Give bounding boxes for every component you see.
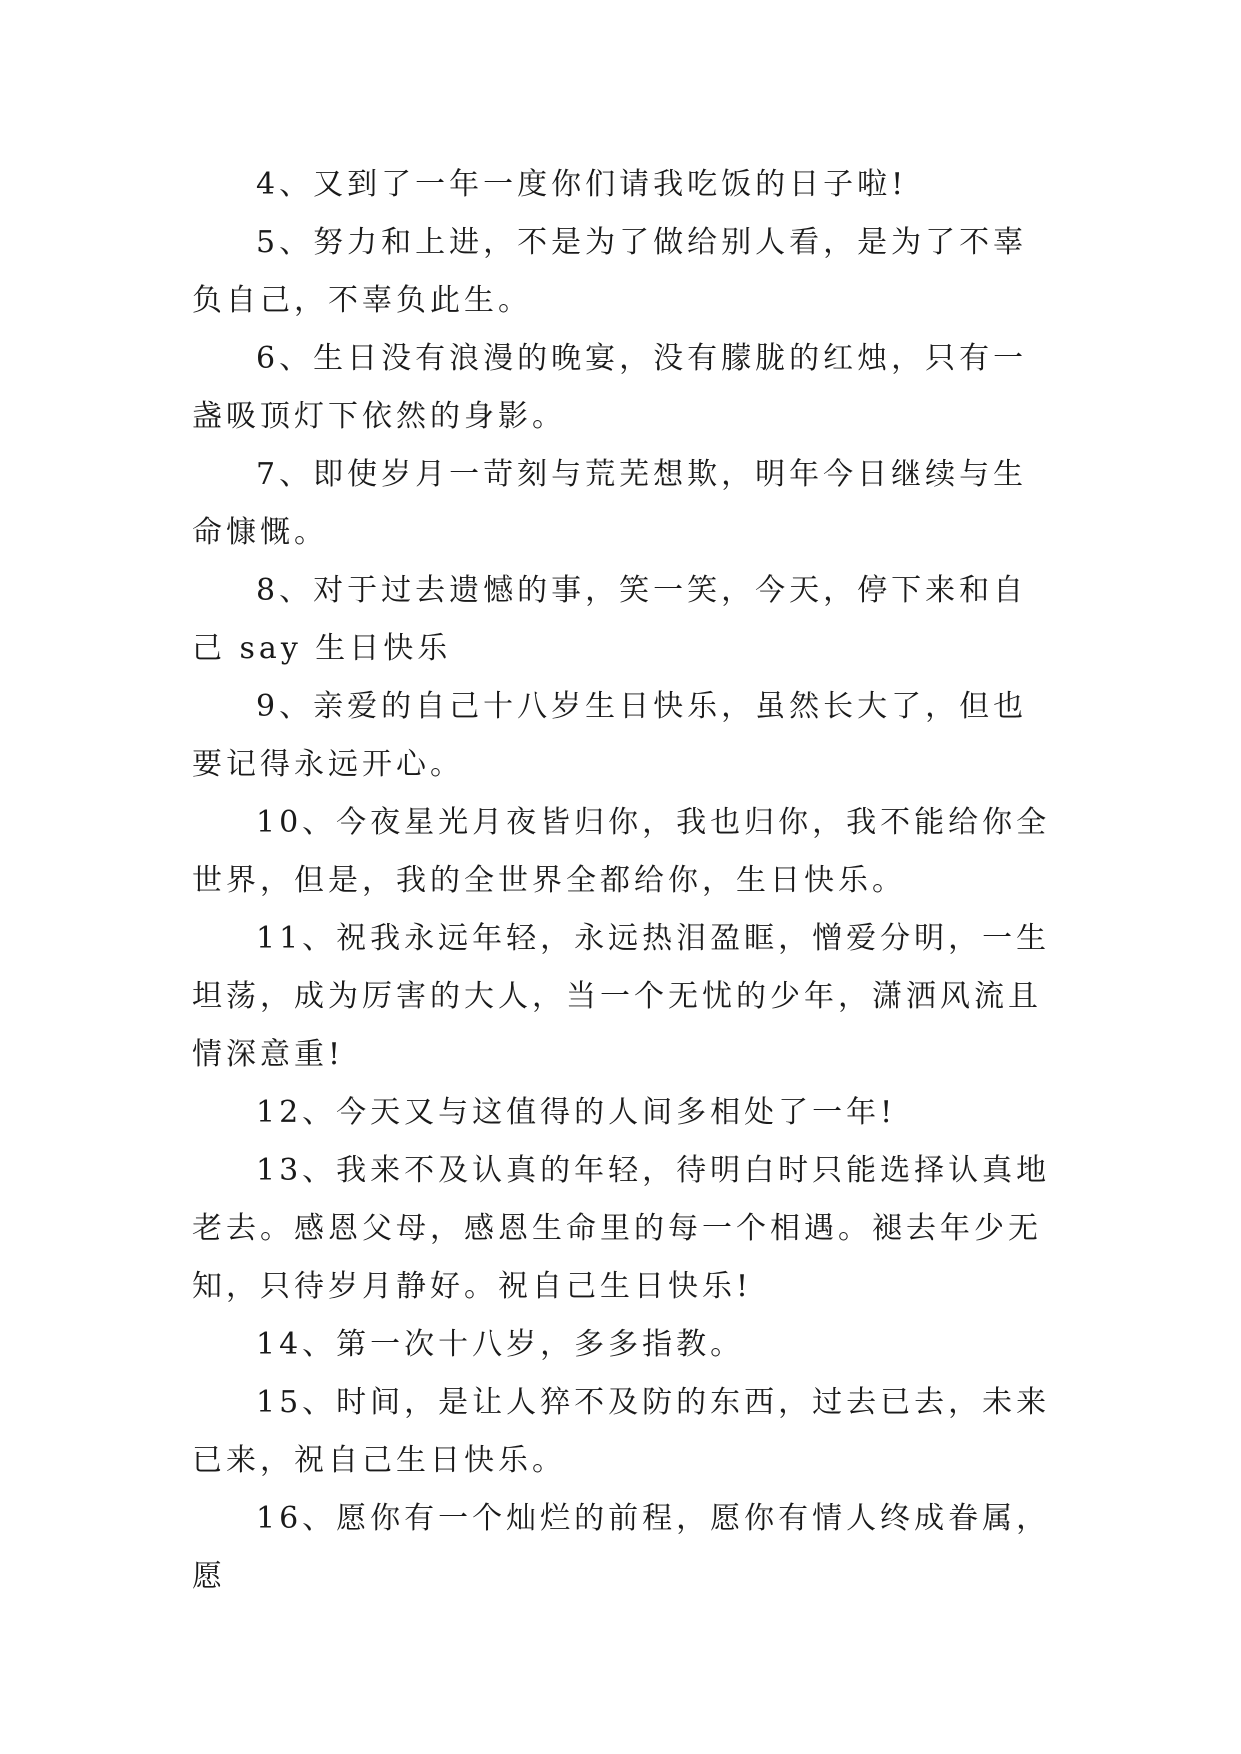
paragraph-13: 13、我来不及认真的年轻，待明白时只能选择认真地老去。感恩父母，感恩生命里的每一个相遇。褪去年少无知，只待岁月静好。祝自己生日快乐!: [192, 1153, 1051, 1304]
paragraph-14: 14、第一次十八岁，多多指教。: [256, 1327, 745, 1362]
paragraph-7: 7、即使岁月一苛刻与荒芜想欺，明年今日继续与生命慷慨。: [192, 457, 1028, 550]
paragraph-4: 4、又到了一年一度你们请我吃饭的日子啦!: [256, 167, 908, 202]
document-body: [192, 156, 1056, 1606]
paragraph-6: 6、生日没有浪漫的晚宴，没有朦胧的红烛，只有一盏吸顶灯下依然的身影。: [192, 341, 1028, 434]
paragraph-16: 16、愿你有一个灿烂的前程，愿你有情人终成眷属，愿: [192, 1501, 1051, 1594]
paragraph-9: 9、亲爱的自己十八岁生日快乐，虽然长大了，但也要记得永远开心。: [192, 689, 1028, 782]
paragraph-5: 5、努力和上进，不是为了做给别人看，是为了不辜负自己，不辜负此生。: [192, 225, 1028, 318]
paragraph-12: 12、今天又与这值得的人间多相处了一年!: [256, 1095, 897, 1130]
paragraph-11: 11、祝我永远年轻，永远热泪盈眶，憎爱分明，一生坦荡，成为厉害的大人，当一个无忧的少年，潇洒风流且情深意重!: [192, 921, 1051, 1072]
paragraph-10: 10、今夜星光月夜皆归你，我也归你，我不能给你全世界，但是，我的全世界全都给你，生日快乐。: [192, 805, 1051, 898]
paragraph-15: 15、时间，是让人猝不及防的东西，过去已去，未来已来，祝自己生日快乐。: [192, 1385, 1051, 1478]
paragraph-8: 8、对于过去遗憾的事，笑一笑，今天，停下来和自己 say 生日快乐: [192, 573, 1028, 666]
